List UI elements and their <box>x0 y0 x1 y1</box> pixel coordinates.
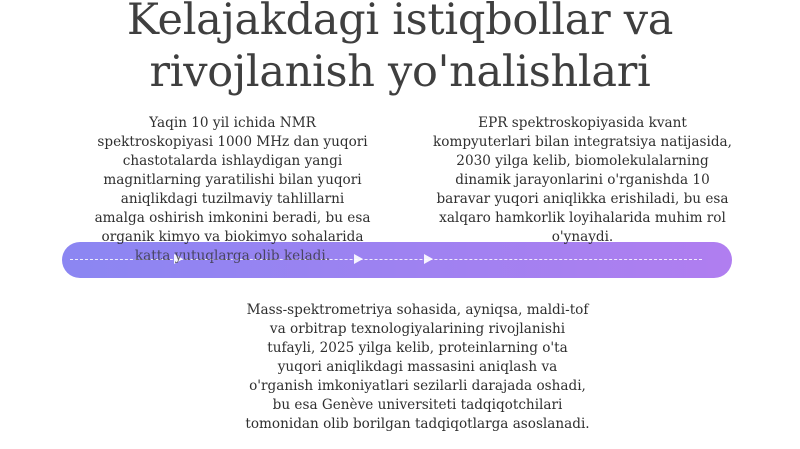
mass-text-line: bu esa Genève universiteti tadqiqotchilari <box>272 397 563 413</box>
mass-spectrometry-forecast-text <box>225 301 610 434</box>
mass-text-line: yuqori aniqlikdagi massasini aniqlash va <box>277 359 558 375</box>
slide-title-line-2: rivojlanish yo'nalishlari <box>149 47 651 97</box>
nmr-text-line: aniqlikdagi tuzilmaviy tahlillarni <box>120 191 345 207</box>
nmr-text-line: amalga oshirish imkonini beradi, bu esa <box>94 210 371 226</box>
epr-text-line: EPR spektroskopiyasida kvant <box>478 115 687 131</box>
mass-text-line: va orbitrap texnologiyalarining rivojlanishi <box>269 321 566 337</box>
mass-text-line: Mass-spektrometriya sohasida, ayniqsa, maldi-tof <box>246 302 589 318</box>
epr-text-line: kompyuterlari bilan integratsiya natijasida, <box>433 134 732 150</box>
epr-text-line: xalqaro hamkorlik loyihalarida muhim rol <box>439 210 726 226</box>
nmr-text-line: chastotalarda ishlaydigan yangi <box>122 153 343 169</box>
slide-title-line-1: Kelajakdagi istiqbollar va <box>126 0 674 45</box>
epr-text-line: o'ynaydi. <box>551 229 614 245</box>
slide-title <box>0 0 800 98</box>
nmr-forecast-text <box>70 114 395 266</box>
nmr-text-line: Yaqin 10 yil ichida NMR <box>149 115 316 131</box>
epr-text-line: dinamik jarayonlarini o'rganishda 10 <box>455 172 710 188</box>
nmr-text-line: katta yutuqlarga olib keladi. <box>134 248 331 264</box>
arrow-right-icon <box>424 254 433 264</box>
mass-text-line: o'rganish imkoniyatlari sezilarli darajada oshadi, <box>249 378 586 394</box>
epr-text-line: baravar yuqori aniqlikka erishiladi, bu esa <box>436 191 729 207</box>
nmr-text-line: magnitlarning yaratilishi bilan yuqori <box>103 172 362 188</box>
nmr-text-line: organik kimyo va biokimyo sohalarida <box>101 229 364 245</box>
mass-text-line: tufayli, 2025 yilga kelib, proteinlarning o'ta <box>267 340 568 356</box>
epr-forecast-text <box>410 114 755 247</box>
mass-text-line: tomonidan olib borilgan tadqiqotlarga asoslanadi. <box>245 416 590 432</box>
epr-text-line: 2030 yilga kelib, biomolekulalarning <box>456 153 709 169</box>
nmr-text-line: spektroskopiyasi 1000 MHz dan yuqori <box>97 134 368 150</box>
